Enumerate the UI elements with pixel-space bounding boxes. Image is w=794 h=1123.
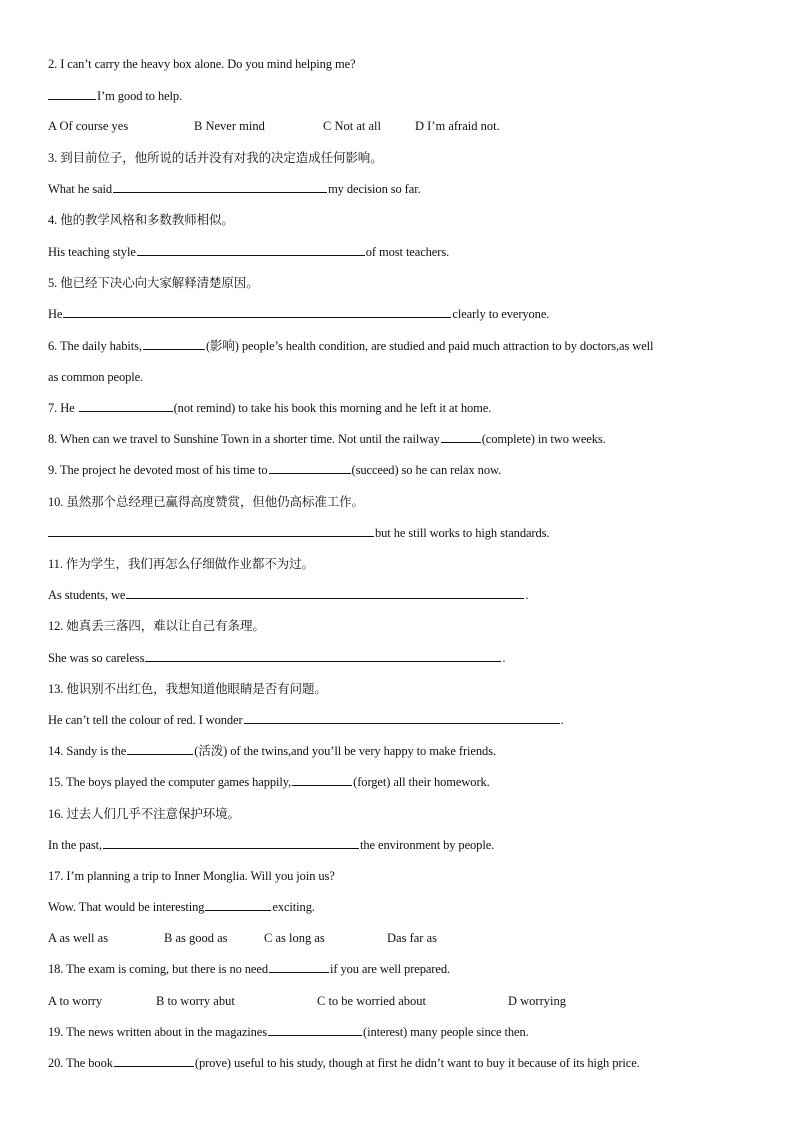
sentence-end: the environment by people. [360, 838, 495, 852]
sentence-start: 20. The book [48, 1056, 113, 1070]
sentence-start: As students, we [48, 588, 126, 602]
sentence-end: . [502, 651, 506, 665]
question-18-options [48, 993, 748, 1009]
question-2-options [48, 118, 748, 134]
answer-blank[interactable] [268, 1024, 362, 1036]
option-c: C to be worried about [317, 994, 427, 1008]
question-8 [48, 431, 606, 447]
question-5-chinese: 5. 他已经下决心向大家解释清楚原因。 [48, 276, 259, 290]
question-6 [48, 338, 653, 354]
answer-blank[interactable] [126, 587, 524, 599]
question-3-english [48, 181, 421, 197]
answer-blank[interactable] [292, 774, 352, 786]
answer-blank[interactable] [269, 462, 351, 474]
question-3-chinese: 3. 到目前位子，他所说的话并没有对我的决定造成任何影响。 [48, 151, 383, 165]
question-10-english [48, 525, 549, 541]
sentence-end: (complete) in two weeks. [481, 432, 606, 446]
option-b: B Never mind [194, 119, 265, 133]
sentence-start: 15. The boys played the computer games happily, [48, 775, 292, 789]
sentence-end: my decision so far. [328, 182, 421, 196]
option-a: A as well as [48, 931, 109, 945]
answer-blank[interactable] [269, 961, 329, 973]
sentence-end: (interest) many people since then. [363, 1025, 529, 1039]
answer-blank[interactable] [48, 88, 96, 100]
sentence-start: 8. When can we travel to Sunshine Town in a shorter time. Not until the railway [48, 432, 440, 446]
sentence-end: (影响) people’s health condition, are studied and paid much attraction to by doctors,as well [205, 339, 654, 353]
sentence-end: (succeed) so he can relax now. [351, 463, 502, 477]
question-13-chinese: 13. 他识别不出红色，我想知道他眼睛是否有问题。 [48, 682, 327, 696]
answer-blank[interactable] [127, 743, 193, 755]
sentence-start: 6. The daily habits, [48, 339, 142, 353]
sentence-end: clearly to everyone. [452, 307, 550, 321]
answer-blank[interactable] [137, 244, 365, 256]
question-2-prompt: 2. I can’t carry the heavy box alone. Do you mind helping me? [48, 57, 356, 71]
answer-blank[interactable] [143, 338, 205, 350]
question-16-chinese: 16. 过去人们几乎不注意保护环境。 [48, 807, 240, 821]
question-14 [48, 743, 496, 759]
option-b: B to worry abut [156, 994, 235, 1008]
answer-blank[interactable] [145, 650, 501, 662]
option-d: D I’m afraid not. [415, 119, 500, 133]
sentence-start: 9. The project he devoted most of his time to [48, 463, 268, 477]
question-4-chinese: 4. 他的教学风格和多数教师相似。 [48, 213, 234, 227]
sentence-end: if you are well prepared. [329, 962, 450, 976]
answer-blank[interactable] [103, 837, 359, 849]
question-16-english [48, 837, 494, 853]
question-12-english [48, 650, 505, 666]
answer-text: I’m good to help. [97, 89, 183, 103]
sentence-end: (not remind) to take his book this morning and he left it at home. [173, 401, 492, 415]
sentence-start: He [48, 307, 63, 321]
sentence-start: He can’t tell the colour of red. I wonder [48, 713, 243, 727]
sentence-end: . [525, 588, 529, 602]
question-7 [48, 400, 491, 416]
question-11-chinese: 11. 作为学生，我们再怎么仔细做作业都不为过。 [48, 557, 314, 571]
question-9 [48, 462, 501, 478]
option-c: C as long as [264, 931, 325, 945]
sentence-start: What he said [48, 182, 113, 196]
answer-blank[interactable] [114, 1055, 194, 1067]
sentence-end: (活泼) of the twins,and you’ll be very happy to make friends. [194, 744, 496, 758]
sentence-end: but he still works to high standards. [375, 526, 550, 540]
question-6-continued: as common people. [48, 370, 144, 384]
option-a: A to worry [48, 994, 103, 1008]
answer-blank[interactable] [63, 306, 451, 318]
sentence-end: of most teachers. [365, 245, 450, 259]
sentence-end: . [560, 713, 564, 727]
question-2-answer-line [48, 88, 182, 104]
option-d: Das far as [387, 931, 437, 945]
sentence-start: Wow. That would be interesting [48, 900, 205, 914]
sentence-start: She was so careless [48, 651, 145, 665]
sentence-end: (forget) all their homework. [353, 775, 490, 789]
question-13-english [48, 712, 564, 728]
sentence-end: (prove) useful to his study, though at first he didn’t want to buy it because of its high price. [194, 1056, 640, 1070]
question-11-english [48, 587, 528, 603]
option-d: D worrying [508, 994, 566, 1008]
answer-blank[interactable] [441, 431, 481, 443]
answer-blank[interactable] [113, 181, 327, 193]
question-10-chinese: 10. 虽然那个总经理已赢得高度赞赏，但他仍高标准工作。 [48, 495, 364, 509]
sentence-start: 19. The news written about in the magazines [48, 1025, 268, 1039]
question-19 [48, 1024, 529, 1040]
sentence-end: exciting. [272, 900, 315, 914]
sentence-start: His teaching style [48, 245, 136, 259]
answer-blank[interactable] [205, 899, 271, 911]
sentence-start: 14. Sandy is the [48, 744, 127, 758]
question-17-prompt: 17. I’m planning a trip to Inner Monglia. Will you join us? [48, 869, 335, 883]
question-17-sentence [48, 899, 315, 915]
question-4-english [48, 244, 449, 260]
question-5-english [48, 306, 549, 322]
sentence-start: 18. The exam is coming, but there is no need [48, 962, 268, 976]
answer-blank[interactable] [48, 525, 374, 537]
answer-blank[interactable] [244, 712, 560, 724]
answer-blank[interactable] [79, 400, 173, 412]
option-a: A Of course yes [48, 119, 129, 133]
question-18 [48, 961, 450, 977]
question-12-chinese: 12. 她真丢三落四，难以让自己有条理。 [48, 619, 265, 633]
sentence-start: 7. He [48, 401, 75, 415]
sentence-start: In the past, [48, 838, 102, 852]
option-c: C Not at all [323, 119, 381, 133]
question-17-options [48, 930, 748, 946]
option-b: B as good as [164, 931, 228, 945]
question-20 [48, 1055, 640, 1071]
question-15 [48, 774, 490, 790]
